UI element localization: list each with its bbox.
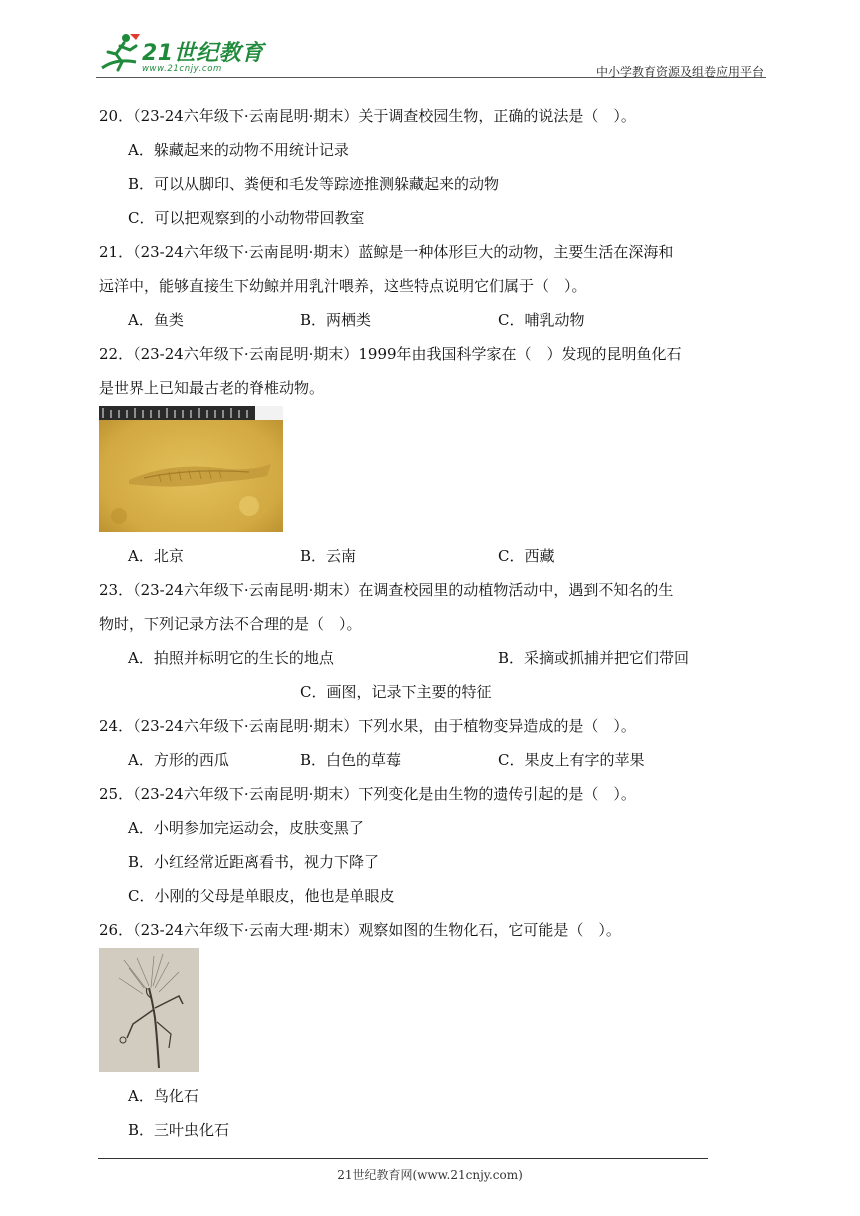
question-26-option-b[interactable]: B．三叶虫化石 <box>128 1121 230 1139</box>
question-24-option-c[interactable]: C．果皮上有字的苹果 <box>498 751 645 769</box>
question-23-stem-line-1: 23．（23-24六年级下·云南昆明·期末）在调查校园里的动植物活动中，遇到不知名的生 <box>99 581 674 599</box>
question-23-option-a[interactable]: A．拍照并标明它的生长的地点 <box>128 649 334 667</box>
question-22-option-b[interactable]: B．云南 <box>300 547 357 565</box>
question-25-option-c[interactable]: C．小刚的父母是单眼皮，他也是单眼皮 <box>128 887 395 905</box>
question-20-option-a[interactable]: A．躲藏起来的动物不用统计记录 <box>128 141 349 159</box>
footer-text[interactable]: 21世纪教育网(www.21cnjy.com) <box>337 1168 523 1182</box>
footer-divider <box>98 1158 708 1159</box>
question-20-option-c[interactable]: C．可以把观察到的小动物带回教室 <box>128 209 365 227</box>
site-logo[interactable] <box>96 30 266 78</box>
question-22-option-c[interactable]: C．西藏 <box>498 547 555 565</box>
question-26-option-a[interactable]: A．鸟化石 <box>128 1087 199 1105</box>
question-21-option-c[interactable]: C．哺乳动物 <box>498 311 585 329</box>
question-24-stem: 24．（23-24六年级下·云南昆明·期末）下列水果，由于植物变异造成的是（ ）。 <box>99 717 636 735</box>
question-20-stem: 20．（23-24六年级下·云南昆明·期末）关于调查校园生物，正确的说法是（ ）。 <box>99 107 636 125</box>
question-21-stem-line-2: 远洋中，能够直接生下幼鲸并用乳汁喂养，这些特点说明它们属于（ ）。 <box>99 277 587 295</box>
question-26-stem: 26．（23-24六年级下·云南大理·期末）观察如图的生物化石，它可能是（ ）。 <box>99 921 621 939</box>
question-21-stem-line-1: 21．（23-24六年级下·云南昆明·期末）蓝鲸是一种体形巨大的动物，主要生活在深海和 <box>99 243 674 261</box>
question-24-option-b[interactable]: B．白色的草莓 <box>300 751 402 769</box>
header-divider <box>96 77 766 78</box>
question-25-stem: 25．（23-24六年级下·云南昆明·期末）下列变化是由生物的遗传引起的是（ ）。 <box>99 785 636 803</box>
question-22-stem-line-1: 22．（23-24六年级下·云南昆明·期末）1999年由我国科学家在（ ）发现的昆明鱼化石 <box>99 345 682 363</box>
question-23-option-c[interactable]: C．画图，记录下主要的特征 <box>300 683 492 701</box>
question-20-option-b[interactable]: B．可以从脚印、粪便和毛发等踪迹推测躲藏起来的动物 <box>128 175 500 193</box>
question-24-option-a[interactable]: A．方形的西瓜 <box>128 751 229 769</box>
logo-title: 21世纪教育 <box>142 41 264 66</box>
question-22-option-a[interactable]: A．北京 <box>128 547 184 565</box>
question-23-option-b[interactable]: B．采摘或抓捕并把它们带回 <box>498 649 690 667</box>
bird-fossil-photo <box>99 948 199 1072</box>
platform-name: 中小学教育资源及组卷应用平台 <box>595 65 764 79</box>
logo-url: www.21cnjy.com <box>142 64 222 74</box>
question-25-option-a[interactable]: A．小明参加完运动会，皮肤变黑了 <box>128 819 364 837</box>
question-23-stem-line-2: 物时，下列记录方法不合理的是（ ）。 <box>99 615 362 633</box>
question-21-option-b[interactable]: B．两栖类 <box>300 311 372 329</box>
question-25-option-b[interactable]: B．小红经常近距离看书，视力下降了 <box>128 853 380 871</box>
fish-fossil-photo <box>99 406 283 532</box>
page-header <box>96 30 766 78</box>
question-21-option-a[interactable]: A．鱼类 <box>128 311 184 329</box>
runner-logo-icon <box>96 32 144 76</box>
question-22-stem-line-2: 是世界上已知最古老的脊椎动物。 <box>99 379 325 397</box>
